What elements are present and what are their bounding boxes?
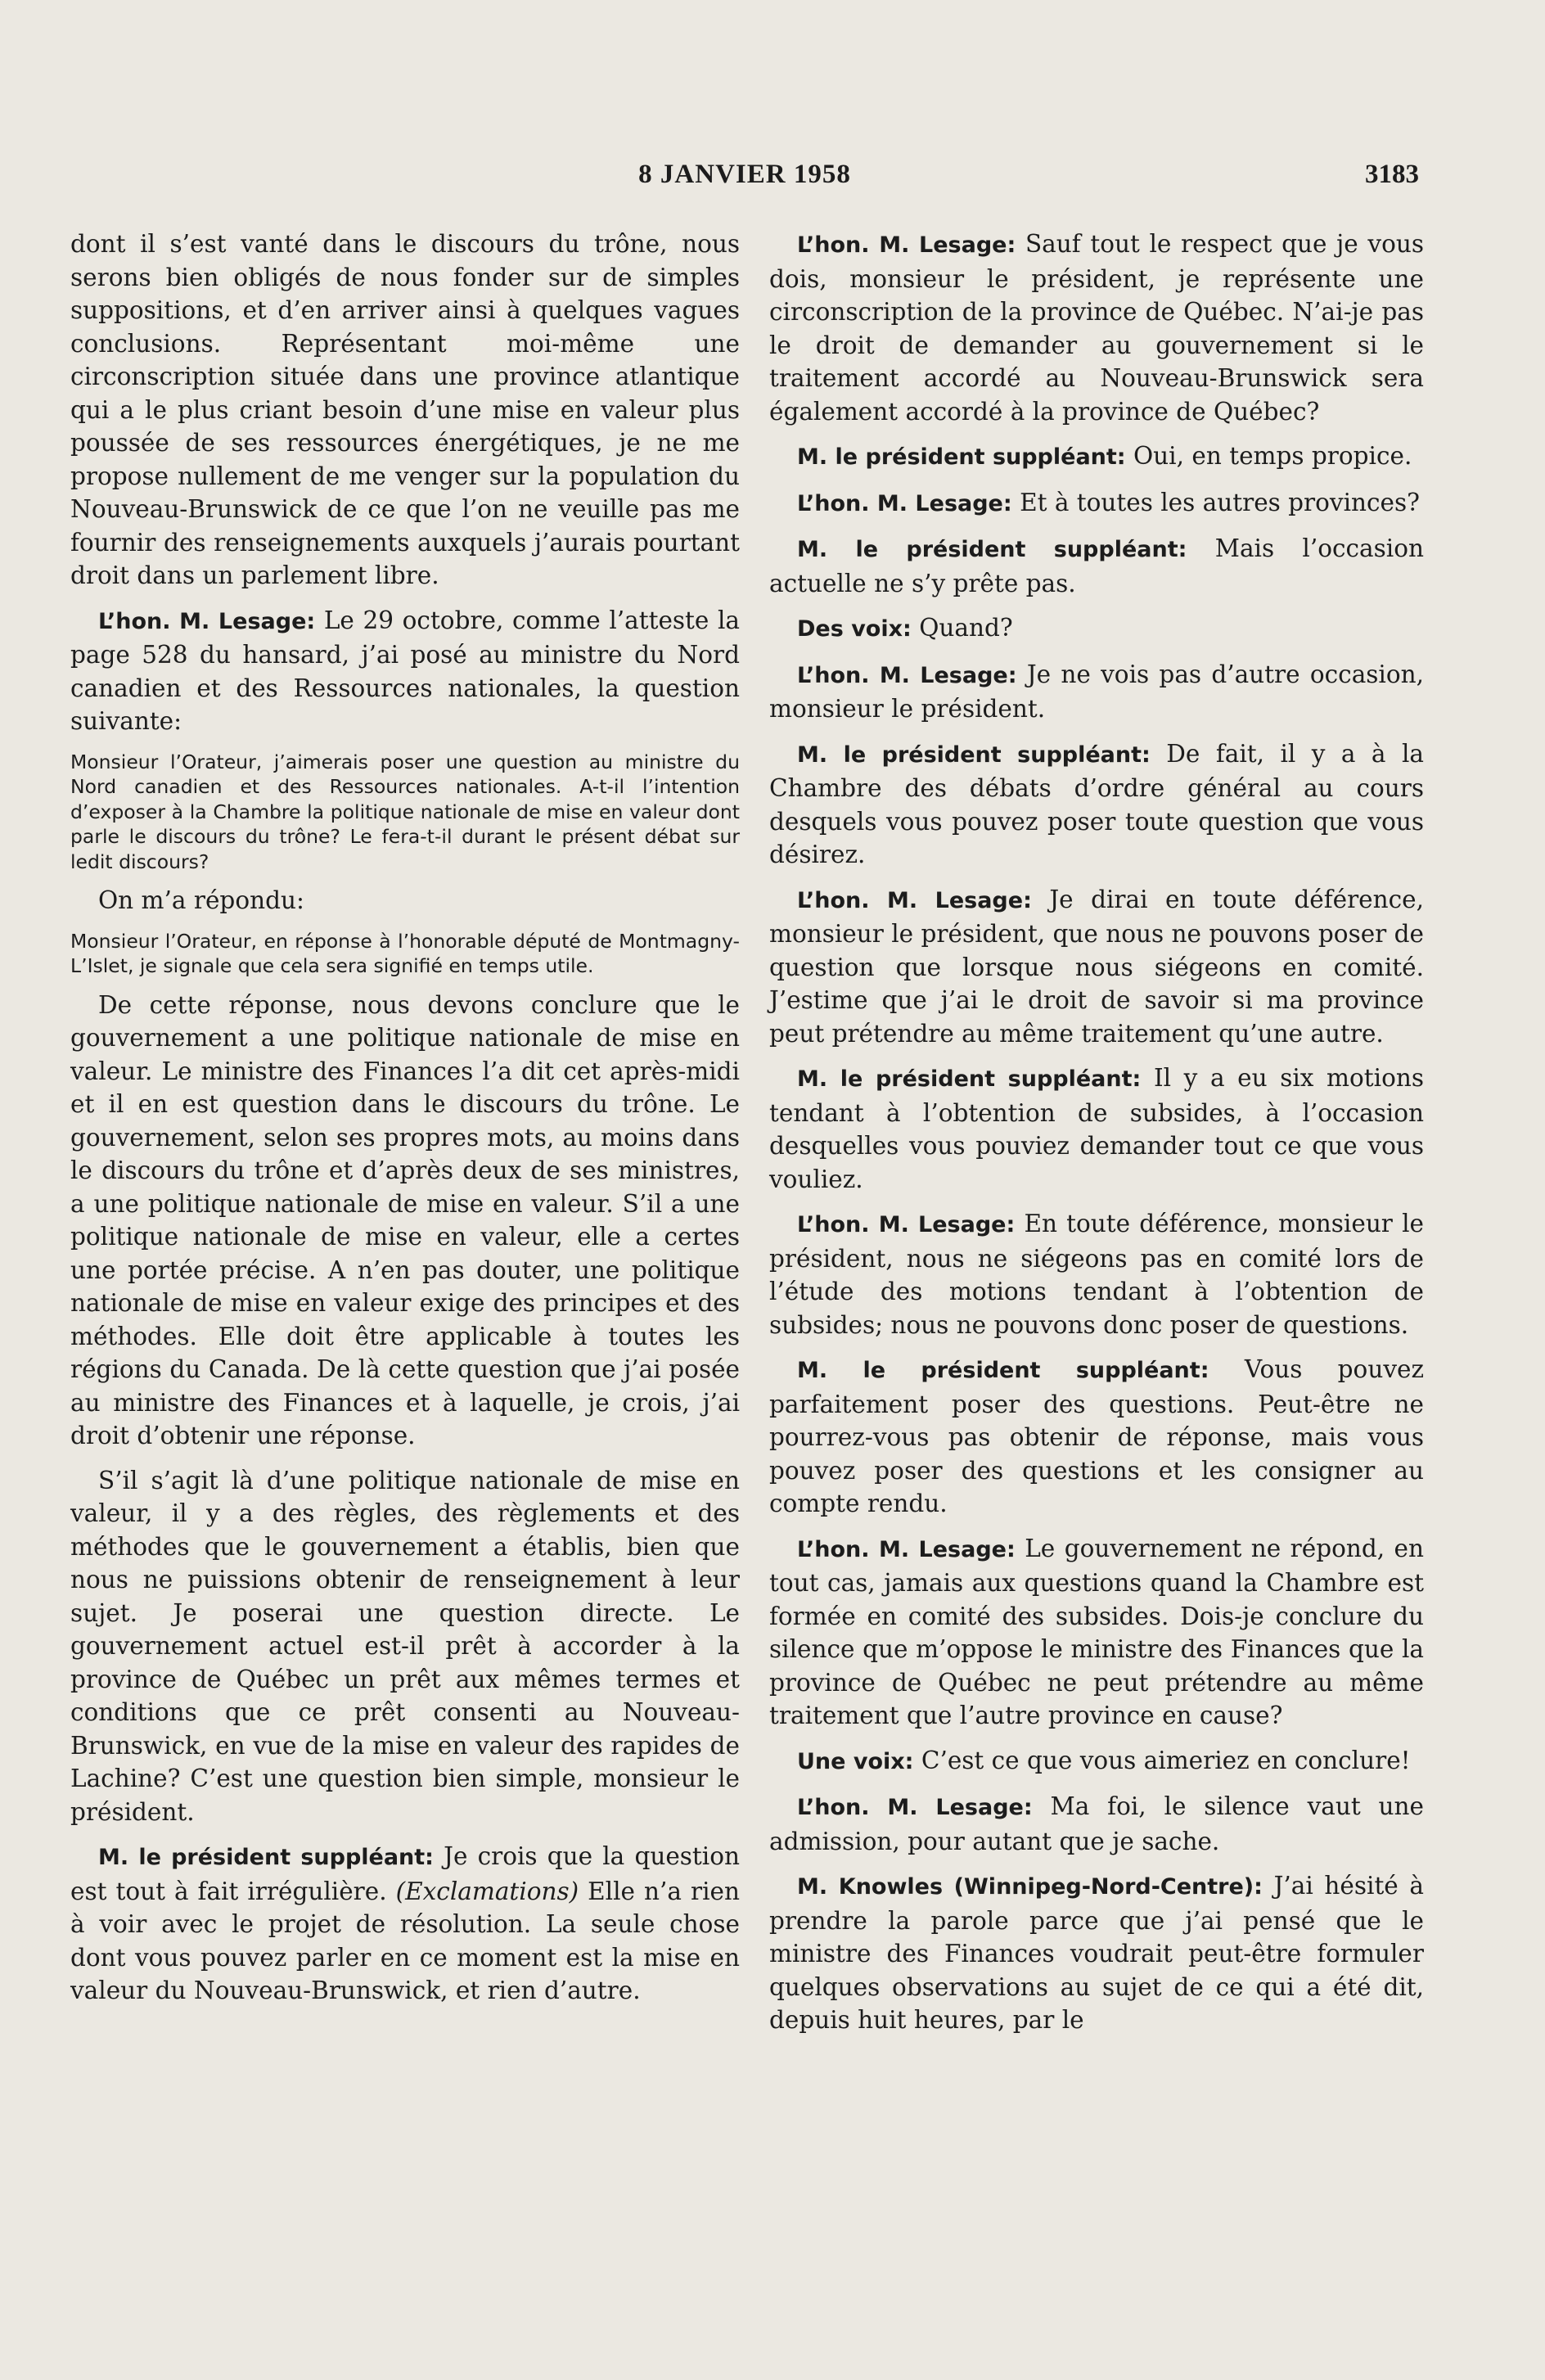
paragraph: dont il s’est vanté dans le discours du trône, nous serons bien obligés de nous fonder sur de simples suppositions, et d’en arriver ainsi à quelques vagues conclusions. Représentant moi-même une circonscription située dans une province atlantique qui a le plus criant besoin d’une mise en valeur plus poussée de ses ressources énergétiques, je ne me propose nullement de me venger sur la population du Nouveau-Brunswick de ce que l’on ne veuille pas me fournir des renseignements auxquels j’aurais pourtant droit dans un parlement libre. — [70, 230, 740, 589]
speech-text: Il y a eu six motions tendant à l’obtention de subsides, à l’occasion desquelles vous pouviez demander tout ce que vous vouliez. — [769, 1064, 1424, 1193]
speech-paragraph — [769, 439, 1424, 475]
speech-text: De fait, il y a à la Chambre des débats d’ordre général au cours desquels vous pouvez poser toute question que vous désirez. — [769, 739, 1424, 868]
quoted-text: Monsieur l’Orateur, j’aimerais poser une question au ministre du Nord canadien et des Ressources nationales. A-t-il l’intention d’exposer à la Chambre la politique nationale de mise en valeur dont parle le discours du trône? Le fera-t-il durant le présent débat sur ledit discours? — [70, 750, 740, 873]
speech-paragraph — [769, 1353, 1424, 1521]
speaker-name: L’hon. M. Lesage: — [98, 608, 316, 634]
speaker-name: M. le président suppléant: — [797, 1358, 1209, 1383]
speech-paragraph — [70, 1840, 740, 2008]
speech-paragraph — [769, 1062, 1424, 1196]
speaker-name: L’hon. M. Lesage: — [797, 1536, 1016, 1562]
speech-text: Je dirai en toute déférence, monsieur le président, que nous ne pouvons poser de question que lorsque nous siégeons en comité. J’estime que j’ai le droit de savoir si ma province peut prétendre au même traitement qu’une autre. — [769, 885, 1424, 1048]
right-column — [769, 228, 1424, 2049]
speech-text: Je crois que la question est tout à fait irrégulière. — [70, 1842, 740, 1905]
speech-paragraph — [769, 1790, 1424, 1858]
speech-text: Le 29 octobre, comme l’atteste la page 528 du hansard, j’ai posé au ministre du Nord canadien et des Ressources nationales, la question suivante: — [70, 606, 741, 735]
speech-paragraph — [769, 1744, 1424, 1779]
speech-paragraph — [769, 228, 1424, 428]
speech-paragraph — [769, 1532, 1424, 1733]
speaker-name: Des voix: — [797, 616, 912, 642]
paragraph: On m’a répondu: — [98, 886, 304, 914]
speech-text: Oui, en temps propice. — [1133, 442, 1412, 470]
speech-text: En toute déférence, monsieur le président, nous ne siégeons pas en comité lors de l’étude des motions tendant à l’obtention de subsides; nous ne pouvons donc poser de questions. — [769, 1210, 1424, 1339]
speaker-name: L’hon. M. Lesage: — [797, 887, 1032, 913]
speaker-name: M. le président suppléant: — [98, 1845, 434, 1870]
speech-paragraph — [769, 658, 1424, 726]
speech-paragraph — [769, 883, 1424, 1051]
page-header — [70, 160, 1419, 201]
speech-text: Quand? — [919, 614, 1013, 642]
speaker-name: L’hon. M. Lesage: — [797, 662, 1017, 688]
speech-paragraph — [70, 604, 740, 738]
speech-text: C’est ce que vous aimeriez en conclure! — [921, 1746, 1411, 1774]
speaker-name: L’hon. M. Lesage: — [797, 1212, 1016, 1237]
speaker-name: Une voix: — [797, 1748, 914, 1774]
speech-text: Sauf tout le respect que je vous dois, monsieur le président, je représente une circonscription de la province de Québec. N’ai-je pas le droit de demander au gouvernement si le traitement accordé au Nouveau-Brunswick sera également accordé à la province de Québec? — [769, 230, 1424, 426]
speaker-name: L’hon. M. Lesage: — [797, 232, 1016, 258]
speech-paragraph — [769, 1207, 1424, 1341]
page-number: 3183 — [1365, 160, 1419, 189]
speech-paragraph — [769, 611, 1424, 647]
quoted-text: Monsieur l’Orateur, en réponse à l’honorable député de Montmagny-L’Islet, je signale que cela sera signifié en temps utile. — [70, 929, 740, 977]
speaker-name: M. le président suppléant: — [797, 444, 1126, 470]
speech-text: Je ne vois pas d’autre occasion, monsieur le président. — [769, 660, 1424, 723]
speech-text: Le gouvernement ne répond, en tout cas, jamais aux questions quand la Chambre est formée en comité des subsides. Dois-je conclure du silence que m’oppose le ministre des Finances que la province de Québec ne peut prétendre au même traitement que l’autre province en cause? — [769, 1534, 1424, 1729]
speaker-name: M. le président suppléant: — [797, 537, 1187, 562]
speech-paragraph — [769, 737, 1424, 872]
speech-text: Ma foi, le silence vaut une admission, pour autant que je sache. — [769, 1792, 1425, 1855]
speaker-name: L’hon. M. Lesage: — [797, 490, 1012, 516]
speaker-name: L’hon. M. Lesage: — [797, 1795, 1033, 1820]
speech-paragraph — [769, 486, 1424, 521]
speech-paragraph — [769, 532, 1424, 600]
speech-text: J’ai hésité à prendre la parole parce que j’ai pensé que le ministre des Finances voudrait peut-être formuler quelques observations au sujet de ce qui a été dit, depuis huit heures, par le — [769, 1872, 1424, 2034]
speech-text: Mais l’occasion actuelle ne s’y prête pas. — [769, 534, 1424, 597]
paragraph: De cette réponse, nous devons conclure que le gouvernement a une politique nationale de mise en valeur. Le ministre des Finances l’a dit cet après-midi et il en est question dans le discours du trône. Le gouvernement, selon ses propres mots, au moins dans le discours du trône et d’après deux de ses ministres, a une politique nationale de mise en valeur. S’il a une politique nationale de mise en valeur, elle a certes une portée précise. A n’en pas douter, une politique nationale de mise en valeur exige des principes et des méthodes. Elle doit être applicable à toutes les régions du Canada. De là cette question que j’ai posée au ministre des Finances et à laquelle, je crois, j’ai droit d’obtenir une réponse. — [70, 990, 740, 1449]
speech-text: Vous pouvez parfaitement poser des questions. Peut-être ne pourrez-vous pas obtenir de réponse, mais vous pouvez poser des questions et les consigner au compte rendu. — [769, 1355, 1424, 1517]
header-date: 8 JANVIER 1958 — [638, 160, 851, 189]
left-column — [70, 228, 740, 2019]
speaker-name: M. le président suppléant: — [797, 741, 1151, 768]
speaker-name: M. Knowles (Winnipeg-Nord-Centre): — [797, 1874, 1263, 1900]
speech-text: Et à toutes les autres provinces? — [1020, 488, 1420, 516]
speaker-name: M. le président suppléant: — [797, 1066, 1142, 1092]
speech-text: Elle n’a rien à voir avec le projet de résolution. La seule chose dont vous pouvez parler en ce moment est la mise en valeur du Nouveau-Brunswick, et rien d’autre. — [70, 1877, 740, 2004]
speech-paragraph — [769, 1869, 1424, 2037]
paragraph: S’il s’agit là d’une politique nationale de mise en valeur, il y a des règles, des règlements et des méthodes que le gouvernement a établis, bien que nous ne puissions obtenir de renseignement à leur sujet. Je poserai une question directe. Le gouvernement actuel est-il prêt à accorder à la province de Québec un prêt aux mêmes termes et conditions que ce prêt consenti au Nouveau-Brunswick, en vue de la mise en valeur des rapides de Lachine? C’est une question bien simple, monsieur le président. — [70, 1466, 740, 1826]
speech-emphasis: (Exclamations) — [395, 1877, 579, 1905]
